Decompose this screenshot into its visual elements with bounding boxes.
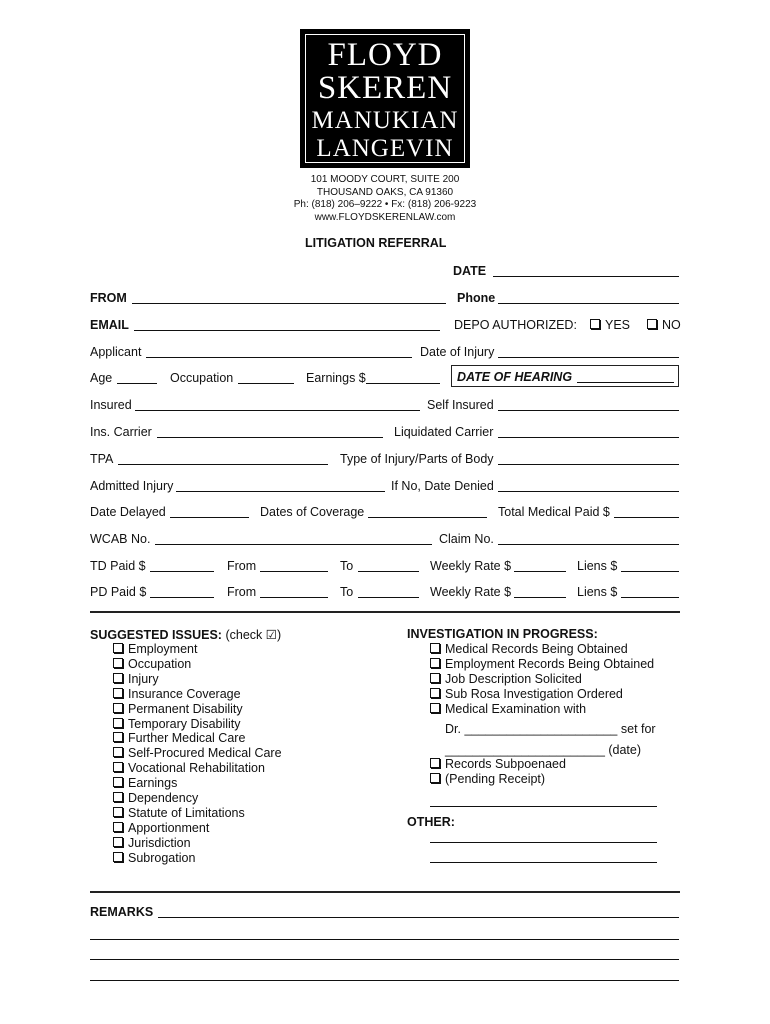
checkbox-icon — [430, 673, 440, 683]
issue-label: Apportionment — [128, 820, 210, 835]
pd-liens-field[interactable] — [621, 597, 679, 598]
issue-label: Statute of Limitations — [128, 805, 245, 820]
issue-item[interactable] — [113, 776, 282, 791]
investigation-list — [430, 642, 654, 717]
investigation-label: Records Subpoenaed — [445, 757, 566, 771]
checkbox-icon — [113, 837, 123, 847]
self-insured-field[interactable] — [498, 410, 679, 411]
dates-of-coverage-field[interactable] — [368, 517, 487, 518]
issue-label: Further Medical Care — [128, 731, 246, 746]
section-divider — [90, 611, 680, 613]
wcab-label: WCAB No. — [90, 532, 151, 546]
admitted-injury-label: Admitted Injury — [90, 479, 174, 493]
investigation-label: Medical Records Being Obtained — [445, 642, 628, 656]
checkbox-icon — [113, 718, 123, 728]
issue-item[interactable] — [113, 806, 282, 821]
checkbox-icon — [430, 703, 440, 713]
investigation-item[interactable] — [430, 772, 566, 787]
from-label: FROM — [90, 291, 127, 305]
td-liens-label: Liens $ — [577, 559, 618, 573]
total-medical-field[interactable] — [614, 517, 679, 518]
address-block — [230, 174, 540, 224]
pd-paid-field[interactable] — [150, 597, 214, 598]
firm-logo — [300, 29, 470, 168]
suggested-issues-list — [113, 642, 282, 866]
investigation-heading: INVESTIGATION IN PROGRESS: — [407, 627, 598, 641]
remarks-label: REMARKS — [90, 905, 154, 919]
suggested-issues-title: SUGGESTED ISSUES: — [90, 628, 222, 642]
pd-liens-label: Liens $ — [577, 585, 618, 599]
type-of-injury-label: Type of Injury/Parts of Body — [340, 452, 494, 466]
pd-from-label: From — [227, 585, 257, 599]
checkbox-icon — [113, 732, 123, 742]
issue-label: Self-Procured Medical Care — [128, 746, 282, 761]
issue-item[interactable] — [113, 791, 282, 806]
phone-field[interactable] — [498, 303, 679, 304]
logo-line-1: FLOYD — [327, 37, 443, 73]
investigation-item[interactable] — [430, 687, 654, 702]
tpa-label: TPA — [90, 452, 114, 466]
investigation-label: Medical Examination with — [445, 701, 587, 716]
from-field[interactable] — [132, 303, 446, 304]
investigation-item[interactable] — [430, 642, 654, 657]
checkbox-icon — [647, 319, 657, 329]
logo-line-3: MANUKIAN — [311, 107, 459, 134]
checkbox-icon — [430, 643, 440, 653]
occupation-label: Occupation — [170, 371, 234, 385]
issue-label: Temporary Disability — [128, 716, 241, 731]
other-line-1[interactable] — [430, 842, 657, 843]
total-medical-label: Total Medical Paid $ — [498, 505, 610, 519]
email-label: EMAIL — [90, 318, 129, 332]
depo-yes-option[interactable] — [590, 318, 630, 332]
issue-item[interactable] — [113, 642, 282, 657]
issue-item[interactable] — [113, 687, 282, 702]
tpa-field[interactable] — [118, 464, 328, 465]
remarks-line-3[interactable] — [90, 959, 679, 960]
date-denied-label: If No, Date Denied — [391, 479, 494, 493]
form-title: LITIGATION REFERRAL — [305, 236, 447, 250]
issue-label: Employment — [128, 642, 198, 656]
issue-label: Jurisdiction — [128, 835, 191, 850]
checkbox-icon — [113, 688, 123, 698]
address-line-3: Ph: (818) 206–9222 • Fx: (818) 206-9223 — [293, 199, 477, 210]
wcab-field[interactable] — [155, 544, 432, 545]
investigation-list-2 — [430, 757, 566, 787]
date-field[interactable] — [493, 276, 679, 277]
other-line-2[interactable] — [430, 862, 657, 863]
investigation-label: Employment Records Being Obtained — [445, 656, 655, 671]
pd-to-field[interactable] — [358, 597, 419, 598]
issue-item[interactable] — [113, 717, 282, 732]
checkbox-icon — [113, 807, 123, 817]
date-of-hearing-field[interactable] — [577, 382, 674, 383]
checkbox-icon — [430, 773, 440, 783]
td-liens-field[interactable] — [621, 571, 679, 572]
depo-yes-label: YES — [605, 318, 631, 332]
issue-item[interactable] — [113, 851, 282, 866]
insured-field[interactable] — [135, 410, 420, 411]
issue-label: Permanent Disability — [128, 701, 243, 716]
email-field[interactable] — [134, 330, 440, 331]
address-line-1: 101 MOODY COURT, SUITE 200 — [310, 174, 460, 185]
other-label: OTHER: — [407, 815, 455, 829]
self-insured-label: Self Insured — [427, 398, 494, 412]
ins-carrier-field[interactable] — [157, 437, 383, 438]
date-of-injury-label: Date of Injury — [420, 345, 495, 359]
issue-label: Earnings — [128, 776, 178, 791]
checkbox-icon — [113, 673, 123, 683]
td-from-field[interactable] — [260, 571, 328, 572]
checkbox-icon — [113, 658, 123, 668]
checkbox-icon — [113, 762, 123, 772]
issue-item[interactable] — [113, 821, 282, 836]
insured-label: Insured — [90, 398, 132, 412]
issue-label: Subrogation — [128, 850, 196, 865]
issue-label: Insurance Coverage — [128, 686, 241, 701]
investigation-label: Sub Rosa Investigation Ordered — [445, 686, 623, 701]
date-delayed-field[interactable] — [170, 517, 249, 518]
phone-label: Phone — [457, 291, 496, 305]
checkbox-icon — [113, 643, 123, 653]
earnings-label: Earnings $ — [306, 371, 366, 385]
checkbox-icon — [430, 758, 440, 768]
depo-authorized-label: DEPO AUTHORIZED: — [454, 318, 577, 332]
address-line-2: THOUSAND OAKS, CA 91360 — [316, 186, 454, 198]
issue-item[interactable] — [113, 657, 282, 672]
checkbox-icon — [430, 688, 440, 698]
issue-item[interactable] — [113, 731, 282, 746]
earnings-field[interactable] — [366, 383, 440, 384]
address-line-4: www.FLOYDSKERENLAW.com — [314, 211, 456, 223]
date-of-hearing-label: DATE OF HEARING — [457, 370, 573, 384]
remarks-line-1[interactable] — [158, 917, 679, 918]
checkbox-icon — [430, 658, 440, 668]
checkbox-icon — [113, 852, 123, 862]
issue-label: Vocational Rehabilitation — [128, 761, 265, 776]
td-from-label: From — [227, 559, 257, 573]
dates-of-coverage-label: Dates of Coverage — [260, 505, 365, 519]
issue-label: Injury — [128, 671, 159, 686]
remarks-line-2[interactable] — [90, 939, 679, 940]
investigation-label: (Pending Receipt) — [445, 771, 546, 786]
occupation-field[interactable] — [238, 383, 294, 384]
checkbox-icon — [113, 777, 123, 787]
issue-item[interactable] — [113, 702, 282, 717]
pd-weekly-rate-label: Weekly Rate $ — [430, 585, 512, 599]
date-delayed-label: Date Delayed — [90, 505, 166, 519]
issue-label: Occupation — [128, 656, 192, 671]
checkbox-icon — [113, 792, 123, 802]
admitted-injury-field[interactable] — [176, 491, 385, 492]
depo-no-option[interactable] — [647, 318, 681, 332]
investigation-extra-line[interactable] — [430, 806, 657, 807]
checkbox-icon — [113, 747, 123, 757]
exam-date-line[interactable]: _______________________ (date) — [445, 743, 642, 757]
liquidated-carrier-label: Liquidated Carrier — [394, 425, 494, 439]
remarks-divider — [90, 891, 680, 893]
ins-carrier-label: Ins. Carrier — [90, 425, 152, 439]
td-paid-label: TD Paid $ — [90, 559, 146, 573]
td-to-label: To — [340, 559, 354, 573]
checkbox-icon — [590, 319, 600, 329]
checkbox-icon — [113, 703, 123, 713]
investigation-item[interactable] — [430, 657, 654, 672]
checkbox-icon — [113, 822, 123, 832]
issue-item[interactable] — [113, 761, 282, 776]
issue-label: Dependency — [128, 791, 199, 806]
td-weekly-rate-label: Weekly Rate $ — [430, 559, 512, 573]
type-of-injury-field[interactable] — [498, 464, 679, 465]
claim-no-label: Claim No. — [439, 532, 494, 546]
date-of-injury-field[interactable] — [498, 357, 679, 358]
td-weekly-rate-field[interactable] — [514, 571, 566, 572]
issue-item[interactable] — [113, 746, 282, 761]
doctor-line[interactable]: Dr. ______________________ set for — [445, 722, 656, 736]
liquidated-carrier-field[interactable] — [498, 437, 679, 438]
investigation-item[interactable] — [430, 757, 566, 772]
depo-no-label: NO — [662, 318, 681, 332]
investigation-item[interactable] — [430, 702, 654, 717]
issue-item[interactable] — [113, 672, 282, 687]
pd-weekly-rate-field[interactable] — [514, 597, 566, 598]
logo-line-4: LANGEVIN — [316, 135, 454, 162]
issue-item[interactable] — [113, 836, 282, 851]
pd-to-label: To — [340, 585, 354, 599]
age-label: Age — [90, 371, 113, 385]
investigation-item[interactable] — [430, 672, 654, 687]
td-paid-field[interactable] — [150, 571, 214, 572]
date-label: DATE — [453, 264, 487, 278]
applicant-label: Applicant — [90, 345, 142, 359]
claim-no-field[interactable] — [498, 544, 679, 545]
applicant-field[interactable] — [146, 357, 412, 358]
td-to-field[interactable] — [358, 571, 419, 572]
pd-from-field[interactable] — [260, 597, 328, 598]
date-denied-field[interactable] — [498, 491, 679, 492]
investigation-label: Job Description Solicited — [445, 671, 582, 686]
suggested-issues-heading — [90, 627, 281, 642]
age-field[interactable] — [117, 383, 157, 384]
remarks-line-4[interactable] — [90, 980, 679, 981]
suggested-issues-hint: (check ☑) — [225, 628, 282, 642]
logo-line-2: SKEREN — [317, 70, 453, 106]
pd-paid-label: PD Paid $ — [90, 585, 147, 599]
